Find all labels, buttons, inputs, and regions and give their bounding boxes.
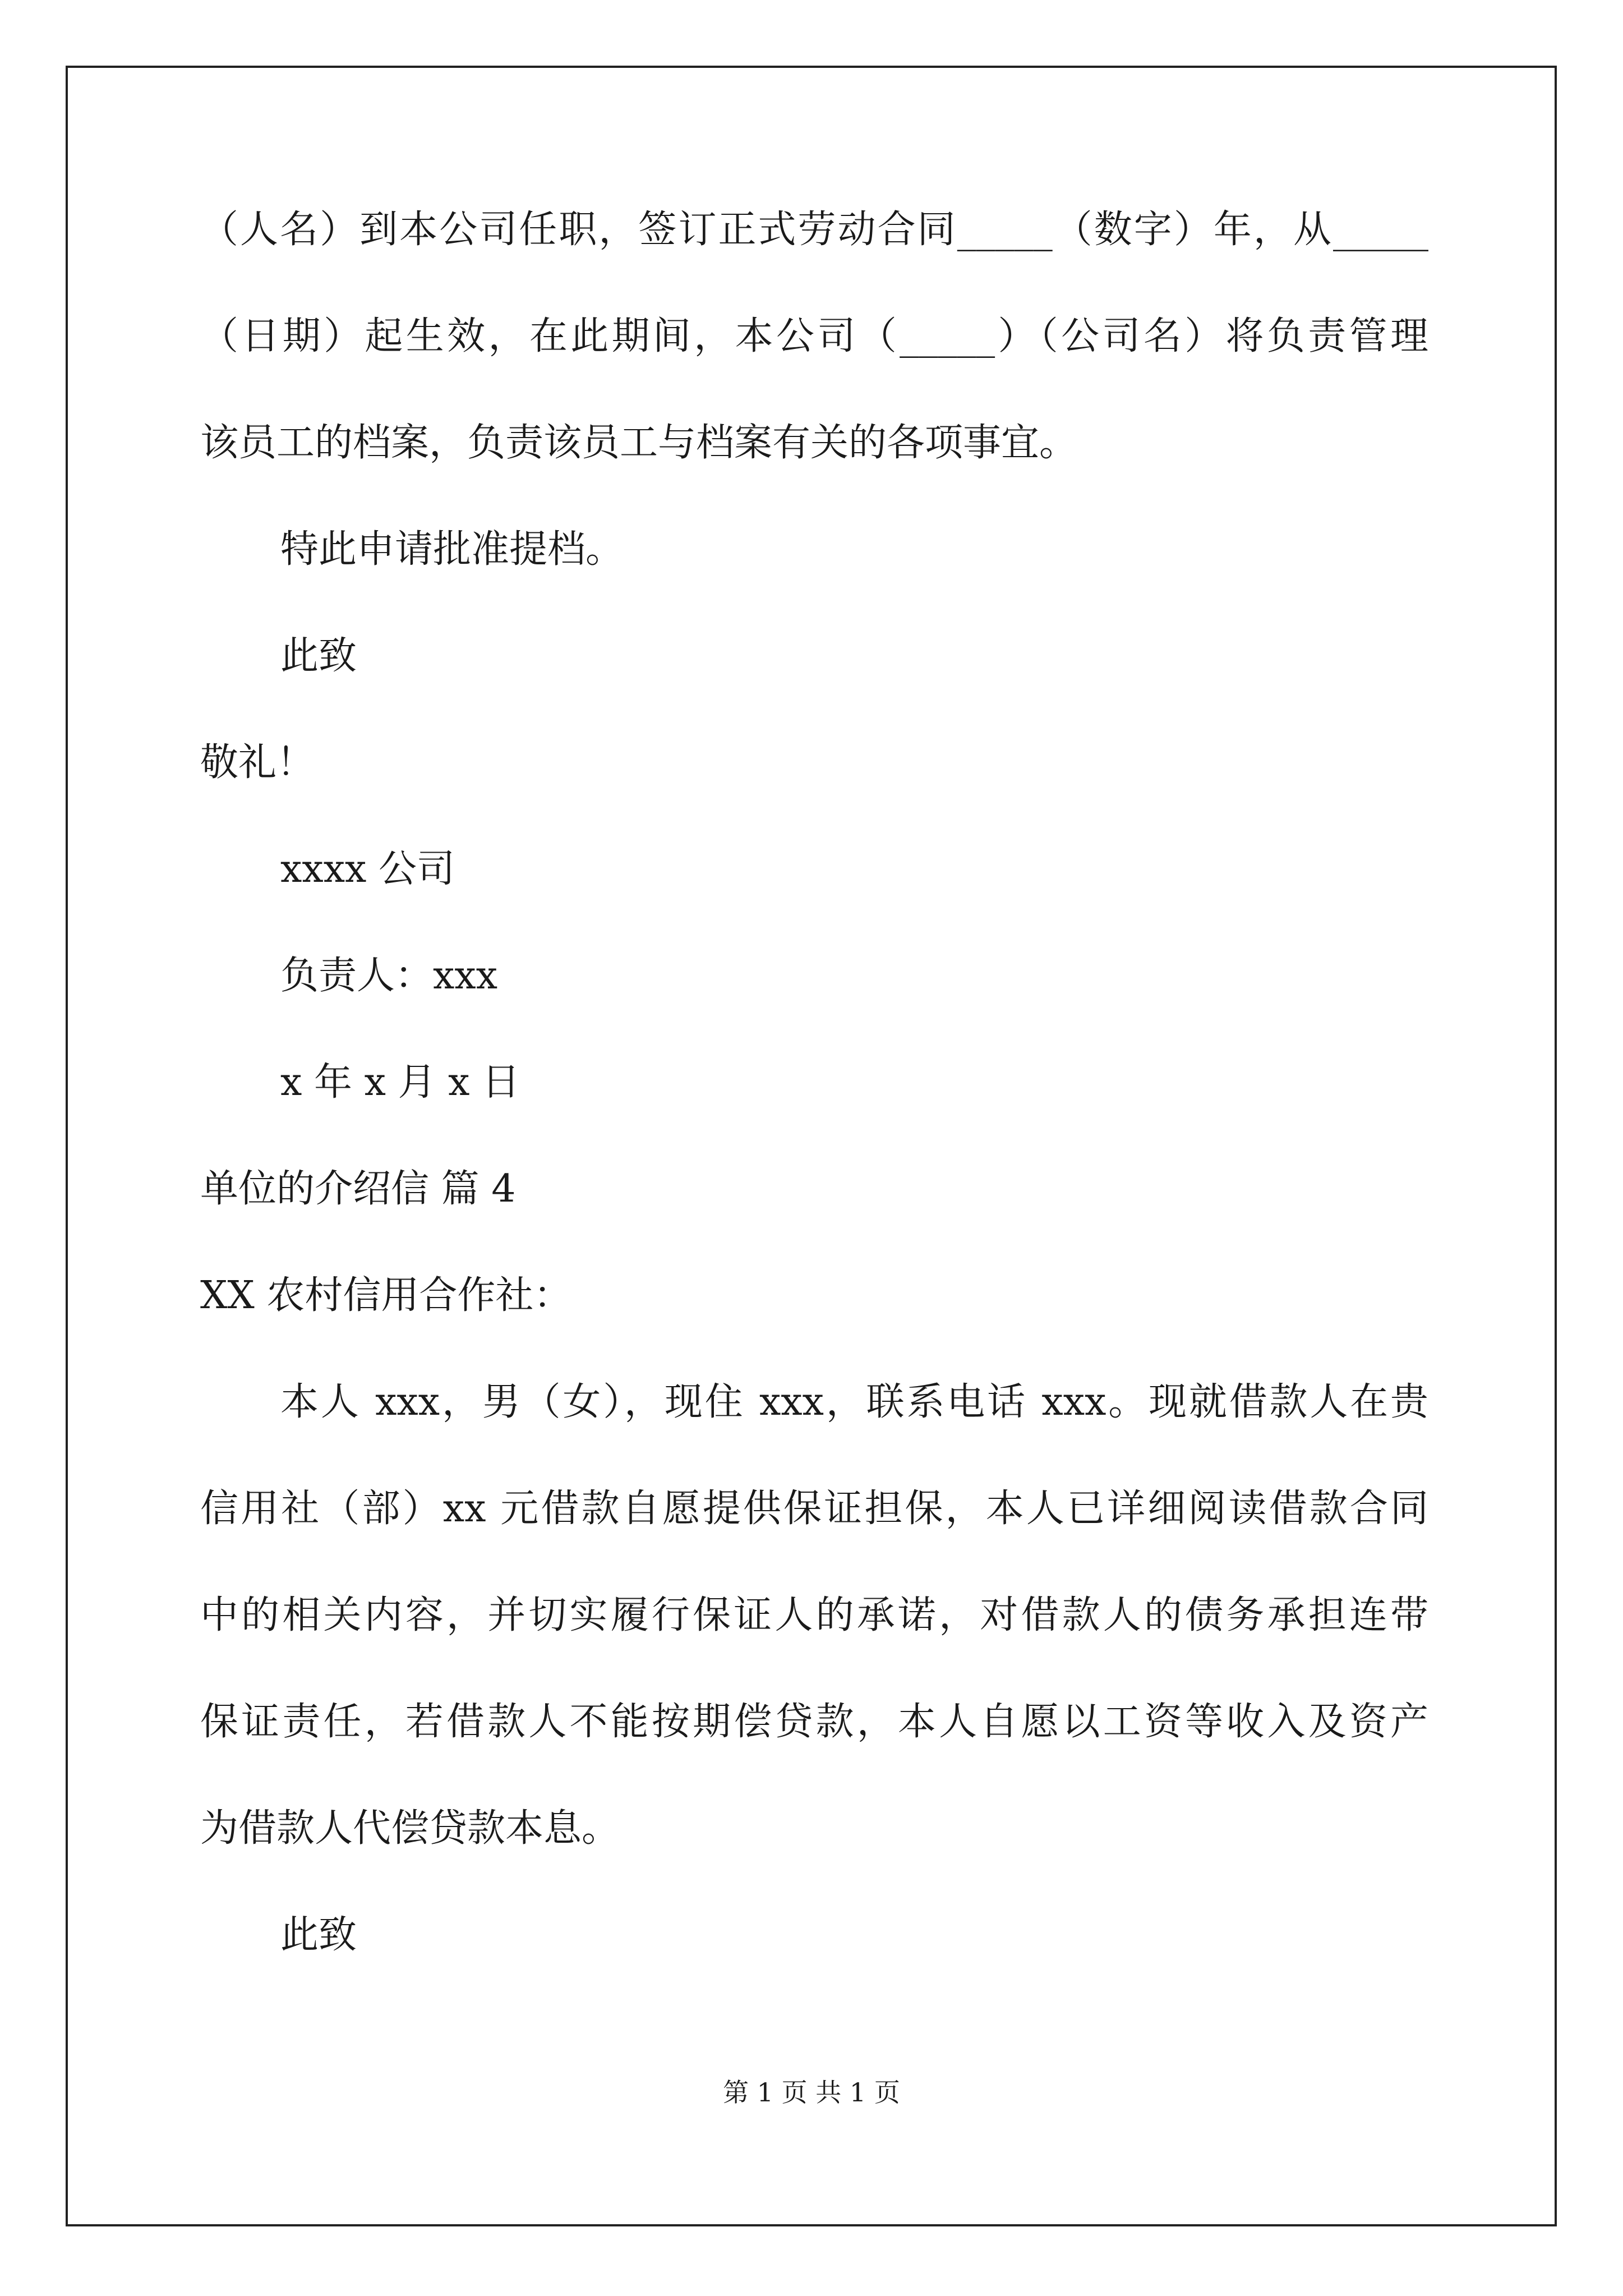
- section-heading: 单位的介绍信 篇 4: [200, 1167, 516, 1211]
- body-line-2: 信用社（部）xx 元借款自愿提供保证担保，本人已详细阅读借款合同: [200, 1487, 1428, 1531]
- company-name: xxxx 公司: [280, 847, 455, 891]
- recipient-line: XX 农村信用合作社：: [200, 1273, 572, 1318]
- salutation-jingli: 敬礼！: [200, 740, 315, 785]
- body-line-1: 本人 xxx，男（女），现住 xxx，联系电话 xxx。现就借款人在贵: [280, 1380, 1428, 1424]
- body-line-3: 中的相关内容，并切实履行保证人的承诺，对借款人的债务承担连带: [200, 1593, 1428, 1637]
- closing-cizhi: 此致: [280, 1913, 357, 1957]
- body-line-4: 保证责任，若借款人不能按期偿贷款，本人自愿以工资等收入及资产: [200, 1700, 1428, 1744]
- salutation-cizhi: 此致: [280, 634, 357, 678]
- paragraph-line-3: 该员工的档案，负责该员工与档案有关的各项事宜。: [200, 421, 1078, 465]
- request-line: 特此申请批准提档。: [280, 527, 624, 572]
- page-footer: 第 1 页 共 1 页: [723, 2077, 900, 2108]
- body-line-5: 为借款人代偿贷款本息。: [200, 1806, 620, 1851]
- date-line: x 年 x 月 x 日: [280, 1060, 520, 1105]
- paragraph-line-2: （日期）起生效，在此期间，本公司（_____）（公司名）将负责管理: [200, 314, 1428, 358]
- responsible-person: 负责人：xxx: [280, 954, 498, 998]
- paragraph-line-1: （人名）到本公司任职，签订正式劳动合同_____（数字）年，从_____: [200, 208, 1428, 252]
- page-border: [66, 66, 1557, 2226]
